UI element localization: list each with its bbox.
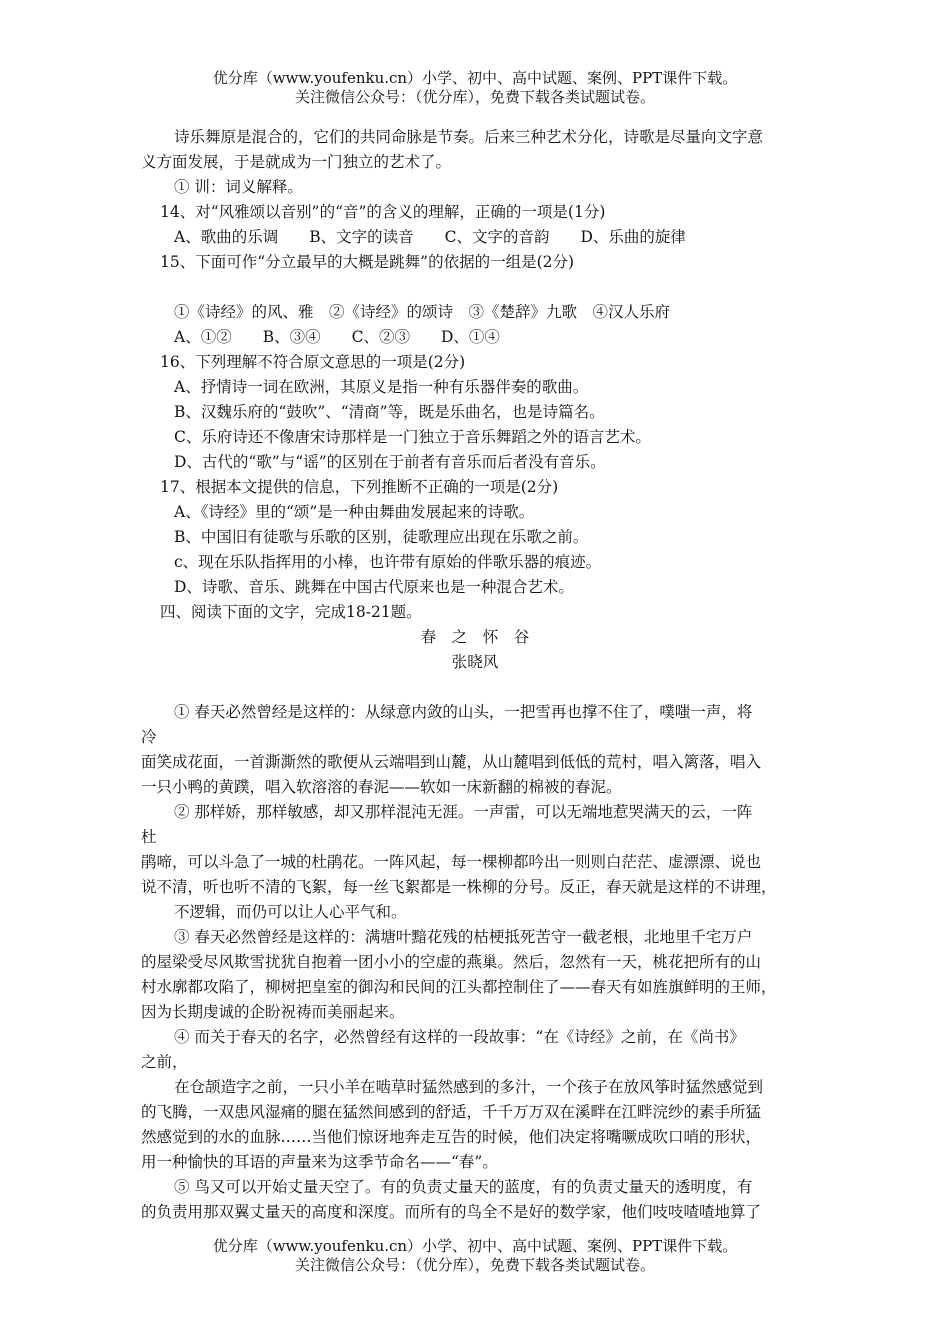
paragraph-line: 用一种愉快的耳语的声量来为这季节命名——“春”。	[141, 1153, 498, 1171]
article-author: 张晓风	[451, 653, 499, 671]
paragraph-line: 一只小鸭的黄蹼，唱入软溶溶的春泥——软如一床新翻的棉被的春泥。	[141, 778, 622, 796]
paragraph-line: ② 那样娇，那样敏感，却又那样混沌无涯。一声雷，可以无端地惹哭满天的云，一阵	[174, 803, 753, 821]
question-17-option-b: B、中国旧有徒歌与乐歌的区别，徒歌理应出现在乐歌之前。	[174, 528, 589, 546]
paragraph-line: ① 春天必然曾经是这样的：从绿意内敛的山头，一把雪再也撑不住了，噗嗤一声，将	[174, 703, 753, 721]
paragraph-line: 杜	[141, 828, 157, 846]
paragraph-line: 鹃啼，可以斗急了一城的杜鹃花。一阵风起，每一棵柳都吟出一则则白茫茫、虚漂漂、说也	[141, 853, 762, 871]
question-15-items: ①《诗经》的风、雅 ②《诗经》的颂诗 ③《楚辞》九歌 ④汉人乐府	[174, 303, 671, 321]
paragraph-line: 冷	[141, 728, 157, 746]
paragraph-line: 在仓颉造字之前，一只小羊在啮草时猛然感到的多汁，一个孩子在放风筝时猛然感觉到	[174, 1078, 764, 1096]
question-16-option-b: B、汉魏乐府的“鼓吹”、“清商”等，既是乐曲名，也是诗篇名。	[174, 403, 605, 421]
question-16-option-d: D、古代的“歌”与“谣”的区别在于前者有音乐而后者没有音乐。	[174, 453, 606, 471]
paragraph-line: 因为长期虔诚的企盼祝祷而美丽起来。	[141, 1003, 405, 1021]
footer-line-2: 关注微信公众号：（优分库），免费下载各类试题试卷。	[294, 1256, 655, 1274]
paragraph-line: 之前，	[141, 1053, 188, 1071]
paragraph-line: 的负责用那双翼丈量天的高度和深度。而所有的鸟全不是好的数学家，他们吱吱喳喳地算了	[141, 1203, 762, 1221]
question-17-option-c: c、现在乐队指挥用的小棒，也许带有原始的伴歌乐器的痕迹。	[174, 553, 602, 571]
header-line-1: 优分库（www.youfenku.cn）小学、初中、高中试题、案例、PPT课件下载。	[212, 69, 738, 87]
paragraph-line: 不逻辑，而仍可以让人心平气和。	[174, 903, 407, 921]
paragraph-line: ④ 而关于春天的名字，必然曾经有这样的一段故事：“在《诗经》之前，在《尚书》	[174, 1028, 745, 1046]
footnote: ① 训：词义解释。	[174, 178, 303, 196]
paragraph-line: 说不清，听也听不清的飞絮，每一丝飞絮都是一株柳的分号。反正，春天就是这样的不讲理，	[141, 878, 777, 896]
paragraph-line: 义方面发展，于是就成为一门独立的艺术了。	[141, 153, 452, 171]
section-heading: 四、阅读下面的文字，完成18-21题。	[160, 603, 422, 621]
paragraph-line: ⑤ 鸟又可以开始丈量天空了。有的负责丈量天的蓝度，有的负责丈量天的透明度，有	[174, 1178, 753, 1196]
paragraph-line: 的屋梁受尽风欺雪扰犹自抱着一团小小的空虚的燕巢。然后，忽然有一天，桃花把所有的山	[141, 953, 762, 971]
question-17-option-d: D、诗歌、音乐、跳舞在中国古代原来也是一种混合艺术。	[174, 578, 574, 596]
paragraph-line: 诗乐舞原是混合的，它们的共同命脉是节奏。后来三种艺术分化，诗歌是尽量向文字意	[174, 128, 764, 146]
question-17: 17、根据本文提供的信息，下列推断不正确的一项是(2分)	[160, 478, 559, 496]
article-title: 春 之 怀 谷	[420, 628, 530, 646]
paragraph-line: 的飞腾，一双患风湿痛的腿在猛然间感到的舒适，千千万万双在溪畔在江畔浣纱的素手所猛	[141, 1103, 762, 1121]
question-14-options: A、歌曲的乐调 B、文字的读音 C、文字的音韵 D、乐曲的旋律	[174, 228, 686, 246]
paragraph-line: 然感觉到的水的血脉……当他们惊讶地奔走互告的时候，他们决定将嘴噘成吹口哨的形状，	[141, 1128, 762, 1146]
paragraph-line: ③ 春天必然曾经是这样的：满塘叶黯花残的枯梗抵死苦守一截老根，北地里千宅万户	[174, 928, 753, 946]
question-16-option-c: C、乐府诗还不像唐宋诗那样是一门独立于音乐舞蹈之外的语言艺术。	[174, 428, 651, 446]
footer-line-1: 优分库（www.youfenku.cn）小学、初中、高中试题、案例、PPT课件下载。	[212, 1237, 738, 1255]
question-15: 15、下面可作“分立最早的大概是跳舞”的依据的一组是(2分)	[160, 253, 575, 271]
header-line-2: 关注微信公众号：（优分库），免费下载各类试题试卷。	[294, 88, 655, 106]
question-16-option-a: A、抒情诗一词在欧洲，其原义是指一种有乐器伴奏的歌曲。	[174, 378, 589, 396]
question-14: 14、对“风雅颂以音别”的“音”的含义的理解，正确的一项是(1分)	[160, 203, 606, 221]
question-15-options: A、①② B、③④ C、②③ D、①④	[174, 328, 500, 346]
paragraph-line: 村水廓都攻陷了，柳树把皇室的御沟和民间的江头都控制住了——春天有如旌旗鲜明的王师，	[141, 978, 777, 996]
paragraph-line: 面笑成花面，一首澌澌然的歌便从云端唱到山麓，从山麓唱到低低的荒村，唱入篱落，唱入	[141, 753, 762, 771]
question-16: 16、下列理解不符合原文意思的一项是(2分)	[160, 353, 466, 371]
question-17-option-a: A、《诗经》里的“颂”是一种由舞曲发展起来的诗歌。	[174, 503, 535, 521]
